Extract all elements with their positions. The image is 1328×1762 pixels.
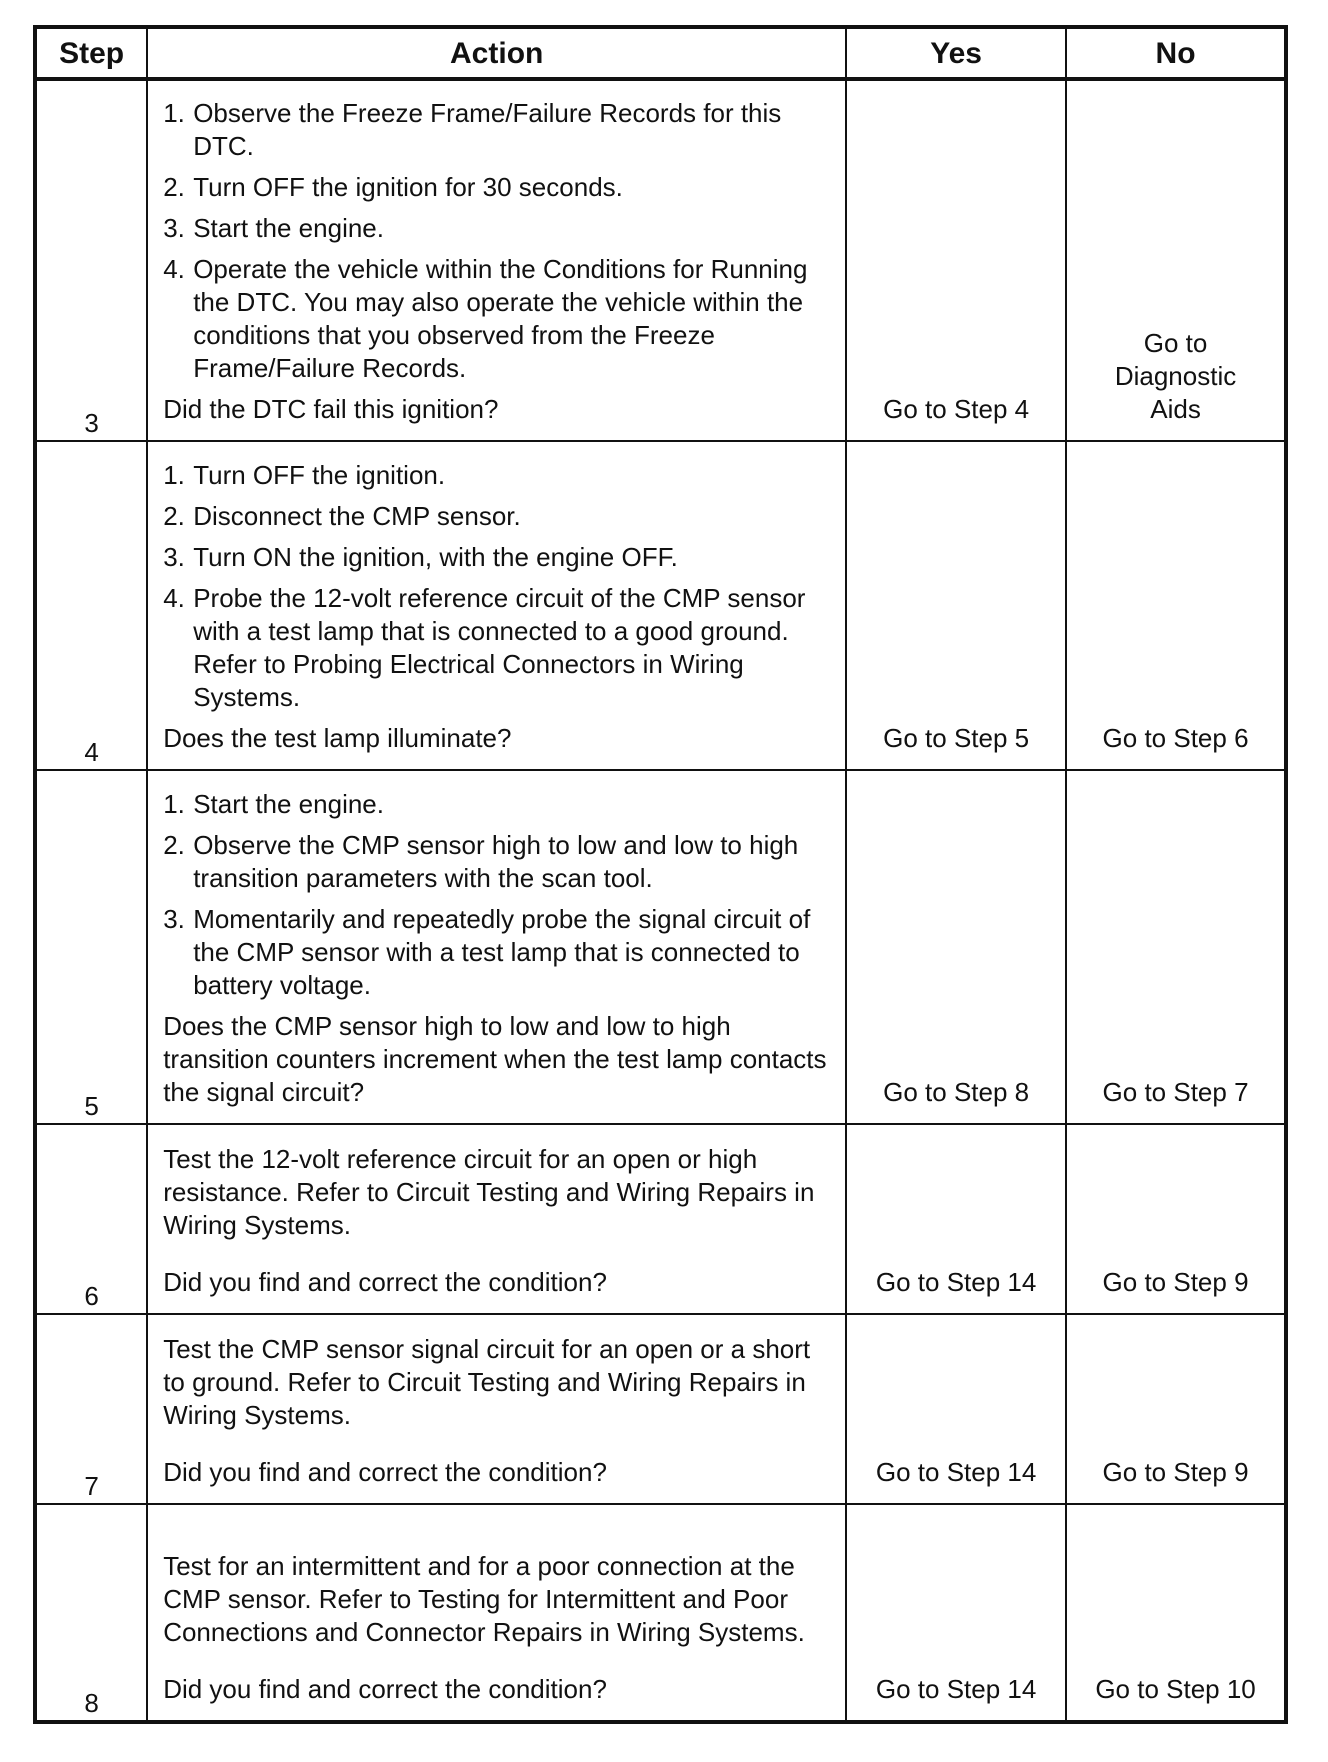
table-row [35, 1504, 1286, 1722]
action-paragraph: Test the 12-volt reference circuit for an open or high resistance. Refer to Circuit Testing and Wiring Repairs in Wiring Systems. [163, 1144, 815, 1240]
action-question: Did you find and correct the condition? [163, 1267, 607, 1297]
action-cell [147, 79, 846, 441]
list-item: 1. Observe the Freeze Frame/Failure Records for this DTC. [163, 98, 782, 161]
list-item: 4. Operate the vehicle within the Conditions for Running the DTC. You may also operate the vehicle within the conditions that you observed from the Freeze Frame/Failure Records. [163, 254, 808, 383]
list-item: 1. Start the engine. [163, 789, 384, 819]
table-row [35, 770, 1286, 1124]
action-paragraph: Test the CMP sensor signal circuit for an open or a short to ground. Refer to Circuit Testing and Wiring Repairs in Wiring Systems. [163, 1334, 811, 1430]
action-list [163, 459, 833, 714]
yes-result: Go to Step 14 [846, 1314, 1066, 1504]
action-cell [147, 441, 846, 770]
list-item: 3. Turn ON the ignition, with the engine OFF. [163, 542, 678, 572]
no-result: Go to Step 9 [1066, 1124, 1286, 1314]
list-item: 2. Disconnect the CMP sensor. [163, 501, 521, 531]
table-row [35, 1124, 1286, 1314]
table-row [35, 441, 1286, 770]
action-question: Does the CMP sensor high to low and low to high transition counters increment when the test lamp contacts the signal circuit? [163, 1011, 827, 1107]
list-item: 1. Turn OFF the ignition. [163, 460, 446, 490]
list-item: 4. Probe the 12-volt reference circuit of the CMP sensor with a test lamp that is connected to a good ground. Refer to Probing Electrical Connectors in Wiring Systems. [163, 583, 806, 712]
header-no: No [1066, 27, 1286, 79]
yes-result: Go to Step 14 [846, 1124, 1066, 1314]
action-cell [147, 770, 846, 1124]
yes-result: Go to Step 14 [846, 1504, 1066, 1722]
action-cell [147, 1504, 846, 1722]
table-row [35, 79, 1286, 441]
no-result: Go to Step 6 [1066, 441, 1286, 770]
action-paragraph: Test for an intermittent and for a poor connection at the CMP sensor. Refer to Testing for Intermittent and Poor Connections and Connector Repairs in Wiring Systems. [163, 1551, 805, 1647]
yes-result: Go to Step 4 [846, 79, 1066, 441]
step-number: 6 [35, 1124, 147, 1314]
step-number: 8 [35, 1504, 147, 1722]
action-cell [147, 1124, 846, 1314]
action-question: Did you find and correct the condition? [163, 1457, 607, 1487]
header-row [35, 27, 1286, 79]
yes-result: Go to Step 8 [846, 770, 1066, 1124]
action-list [163, 97, 833, 385]
diagnostic-table [33, 25, 1288, 1724]
action-question: Does the test lamp illuminate? [163, 723, 512, 753]
list-item: 3. Start the engine. [163, 213, 384, 243]
step-number: 7 [35, 1314, 147, 1504]
action-cell [147, 1314, 846, 1504]
header-yes: Yes [846, 27, 1066, 79]
no-result: Go to Step 9 [1066, 1314, 1286, 1504]
action-question: Did you find and correct the condition? [163, 1674, 607, 1704]
header-action: Action [147, 27, 846, 79]
table-row [35, 1314, 1286, 1504]
no-result: Go to Step 10 [1066, 1504, 1286, 1722]
step-number: 4 [35, 441, 147, 770]
step-number: 5 [35, 770, 147, 1124]
step-number: 3 [35, 79, 147, 441]
no-result: Go to Step 7 [1066, 770, 1286, 1124]
yes-result: Go to Step 5 [846, 441, 1066, 770]
list-item: 2. Turn OFF the ignition for 30 seconds. [163, 172, 623, 202]
list-item: 2. Observe the CMP sensor high to low and low to high transition parameters with the scan tool. [163, 830, 799, 893]
list-item: 3. Momentarily and repeatedly probe the signal circuit of the CMP sensor with a test lamp that is connected to battery voltage. [163, 904, 811, 1000]
action-question: Did the DTC fail this ignition? [163, 394, 499, 424]
no-result: Go to Diagnostic Aids [1066, 79, 1286, 441]
action-list [163, 788, 833, 1002]
header-step: Step [35, 27, 147, 79]
